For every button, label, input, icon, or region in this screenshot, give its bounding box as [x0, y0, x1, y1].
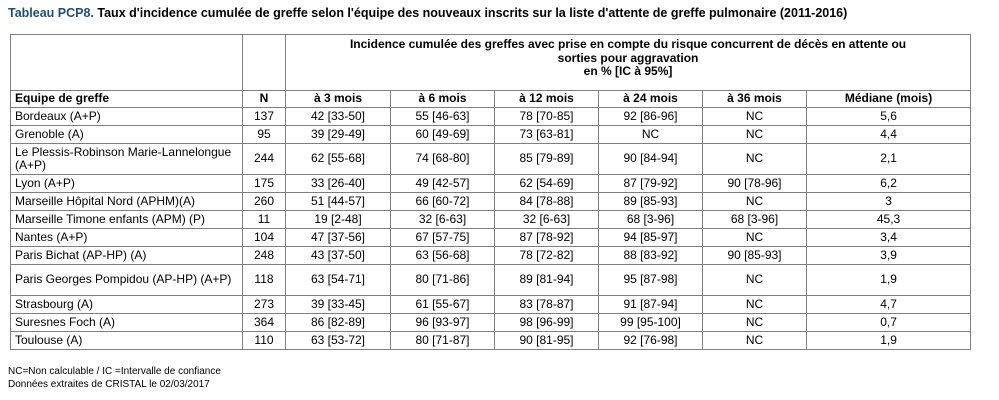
table-title-text: Taux d'incidence cumulée de greffe selon l'équipe des nouveaux inscrits sur la liste d'attente de greffe pulmonaire (2011-2016)	[93, 6, 848, 20]
value-cell: NC	[703, 126, 807, 144]
value-cell: 90 [78-96]	[703, 175, 807, 193]
empty-header-cell	[11, 35, 243, 91]
value-cell: 96 [93-97]	[391, 314, 495, 332]
column-header: Médiane (mois)	[807, 91, 971, 108]
value-cell: 62 [55-68]	[286, 144, 391, 175]
team-cell: Paris Georges Pompidou (AP-HP) (A+P)	[11, 265, 243, 296]
value-cell: 73 [63-81]	[495, 126, 599, 144]
value-cell: 61 [55-67]	[391, 296, 495, 314]
value-cell: 11	[243, 211, 286, 229]
value-cell: 32 [6-63]	[495, 211, 599, 229]
value-cell: 88 [83-92]	[599, 247, 703, 265]
value-cell: NC	[703, 314, 807, 332]
value-cell: 0,7	[807, 314, 971, 332]
value-cell: 78 [72-82]	[495, 247, 599, 265]
value-cell: 87 [79-92]	[599, 175, 703, 193]
table-row	[11, 229, 971, 247]
value-cell: 78 [70-85]	[495, 108, 599, 126]
team-cell: Nantes (A+P)	[11, 229, 243, 247]
table-row	[11, 126, 971, 144]
column-header-row	[11, 91, 971, 108]
table-row	[11, 193, 971, 211]
value-cell: 6,2	[807, 175, 971, 193]
column-header: à 24 mois	[599, 91, 703, 108]
table-row	[11, 265, 971, 296]
footnote-line: NC=Non calculable / IC =Intervalle de confiance	[8, 366, 221, 377]
value-cell: 84 [78-88]	[495, 193, 599, 211]
value-cell: 33 [26-40]	[286, 175, 391, 193]
column-header: à 6 mois	[391, 91, 495, 108]
value-cell: 66 [60-72]	[391, 193, 495, 211]
table-row	[11, 175, 971, 193]
value-cell: 49 [42-57]	[391, 175, 495, 193]
value-cell: 260	[243, 193, 286, 211]
value-cell: 364	[243, 314, 286, 332]
value-cell: 51 [44-57]	[286, 193, 391, 211]
table-row	[11, 332, 971, 350]
value-cell: 94 [85-97]	[599, 229, 703, 247]
value-cell: 63 [54-71]	[286, 265, 391, 296]
table-row	[11, 314, 971, 332]
value-cell: 2,1	[807, 144, 971, 175]
value-cell: 3	[807, 193, 971, 211]
value-cell: 248	[243, 247, 286, 265]
value-cell: 104	[243, 229, 286, 247]
team-cell: Strasbourg (A)	[11, 296, 243, 314]
value-cell: 47 [37-56]	[286, 229, 391, 247]
value-cell: 43 [37-50]	[286, 247, 391, 265]
value-cell: 42 [33-50]	[286, 108, 391, 126]
team-cell: Paris Bichat (AP-HP) (A)	[11, 247, 243, 265]
empty-header-cell	[243, 35, 286, 91]
team-cell: Toulouse (A)	[11, 332, 243, 350]
table-row	[11, 211, 971, 229]
column-header: N	[243, 91, 286, 108]
value-cell: 3,4	[807, 229, 971, 247]
value-cell: 244	[243, 144, 286, 175]
table-title	[8, 6, 847, 20]
value-cell: 90 [84-94]	[599, 144, 703, 175]
value-cell: 92 [76-98]	[599, 332, 703, 350]
value-cell: 45,3	[807, 211, 971, 229]
value-cell: 19 [2-48]	[286, 211, 391, 229]
value-cell: 68 [3-96]	[703, 211, 807, 229]
incidence-table	[10, 34, 971, 350]
value-cell: NC	[703, 108, 807, 126]
value-cell: 67 [57-75]	[391, 229, 495, 247]
value-cell: 39 [29-49]	[286, 126, 391, 144]
group-header-row	[11, 35, 971, 91]
value-cell: 83 [78-87]	[495, 296, 599, 314]
value-cell: 92 [86-96]	[599, 108, 703, 126]
value-cell: 90 [81-95]	[495, 332, 599, 350]
group-header-line: en % [IC à 95%]	[583, 64, 673, 78]
team-cell: Marseille Timone enfants (APM) (P)	[11, 211, 243, 229]
table-row	[11, 296, 971, 314]
value-cell: 62 [54-69]	[495, 175, 599, 193]
value-cell: 175	[243, 175, 286, 193]
value-cell: NC	[703, 144, 807, 175]
value-cell: 32 [6-63]	[391, 211, 495, 229]
table-title-lead: Tableau PCP8.	[8, 6, 94, 20]
value-cell: NC	[599, 126, 703, 144]
footnote-line: Données extraites de CRISTAL le 02/03/2017	[8, 379, 210, 390]
value-cell: 99 [95-100]	[599, 314, 703, 332]
value-cell: 74 [68-80]	[391, 144, 495, 175]
value-cell: 1,9	[807, 265, 971, 296]
group-header-line: Incidence cumulée des greffes avec prise en compte du risque concurrent de décès en attente ou	[349, 37, 907, 51]
value-cell: 90 [85-93]	[703, 247, 807, 265]
team-cell: Suresnes Foch (A)	[11, 314, 243, 332]
value-cell: 80 [71-86]	[391, 265, 495, 296]
value-cell: 68 [3-96]	[599, 211, 703, 229]
value-cell: NC	[703, 229, 807, 247]
table-row	[11, 108, 971, 126]
value-cell: 80 [71-87]	[391, 332, 495, 350]
value-cell: 55 [46-63]	[391, 108, 495, 126]
value-cell: 89 [81-94]	[495, 265, 599, 296]
table-body	[11, 108, 971, 350]
team-cell: Le Plessis-Robinson Marie-Lannelongue (A+P)	[11, 144, 243, 175]
value-cell: NC	[703, 296, 807, 314]
value-cell: 89 [85-93]	[599, 193, 703, 211]
value-cell: 110	[243, 332, 286, 350]
value-cell: 87 [78-92]	[495, 229, 599, 247]
value-cell: 91 [87-94]	[599, 296, 703, 314]
value-cell: NC	[703, 265, 807, 296]
value-cell: 1,9	[807, 332, 971, 350]
value-cell: 273	[243, 296, 286, 314]
value-cell: 60 [49-69]	[391, 126, 495, 144]
value-cell: NC	[703, 193, 807, 211]
value-cell: 63 [56-68]	[391, 247, 495, 265]
value-cell: 3,9	[807, 247, 971, 265]
value-cell: 137	[243, 108, 286, 126]
value-cell: NC	[703, 332, 807, 350]
team-cell: Grenoble (A)	[11, 126, 243, 144]
value-cell: 39 [33-45]	[286, 296, 391, 314]
value-cell: 63 [53-72]	[286, 332, 391, 350]
column-header: à 3 mois	[286, 91, 391, 108]
team-cell: Marseille Hôpital Nord (APHM)(A)	[11, 193, 243, 211]
value-cell: 85 [79-89]	[495, 144, 599, 175]
value-cell: 98 [96-99]	[495, 314, 599, 332]
team-cell: Lyon (A+P)	[11, 175, 243, 193]
value-cell: 95 [87-98]	[599, 265, 703, 296]
table-row	[11, 144, 971, 175]
value-cell: 95	[243, 126, 286, 144]
table-row	[11, 247, 971, 265]
value-cell: 86 [82-89]	[286, 314, 391, 332]
column-header: Equipe de greffe	[11, 91, 243, 108]
column-header: à 12 mois	[495, 91, 599, 108]
group-header-line: sorties pour aggravation	[557, 50, 699, 65]
value-cell: 4,4	[807, 126, 971, 144]
team-cell: Bordeaux (A+P)	[11, 108, 243, 126]
value-cell: 118	[243, 265, 286, 296]
value-cell: 4,7	[807, 296, 971, 314]
column-header: à 36 mois	[703, 91, 807, 108]
group-header	[286, 35, 971, 91]
footnotes	[8, 365, 221, 391]
value-cell: 5,6	[807, 108, 971, 126]
